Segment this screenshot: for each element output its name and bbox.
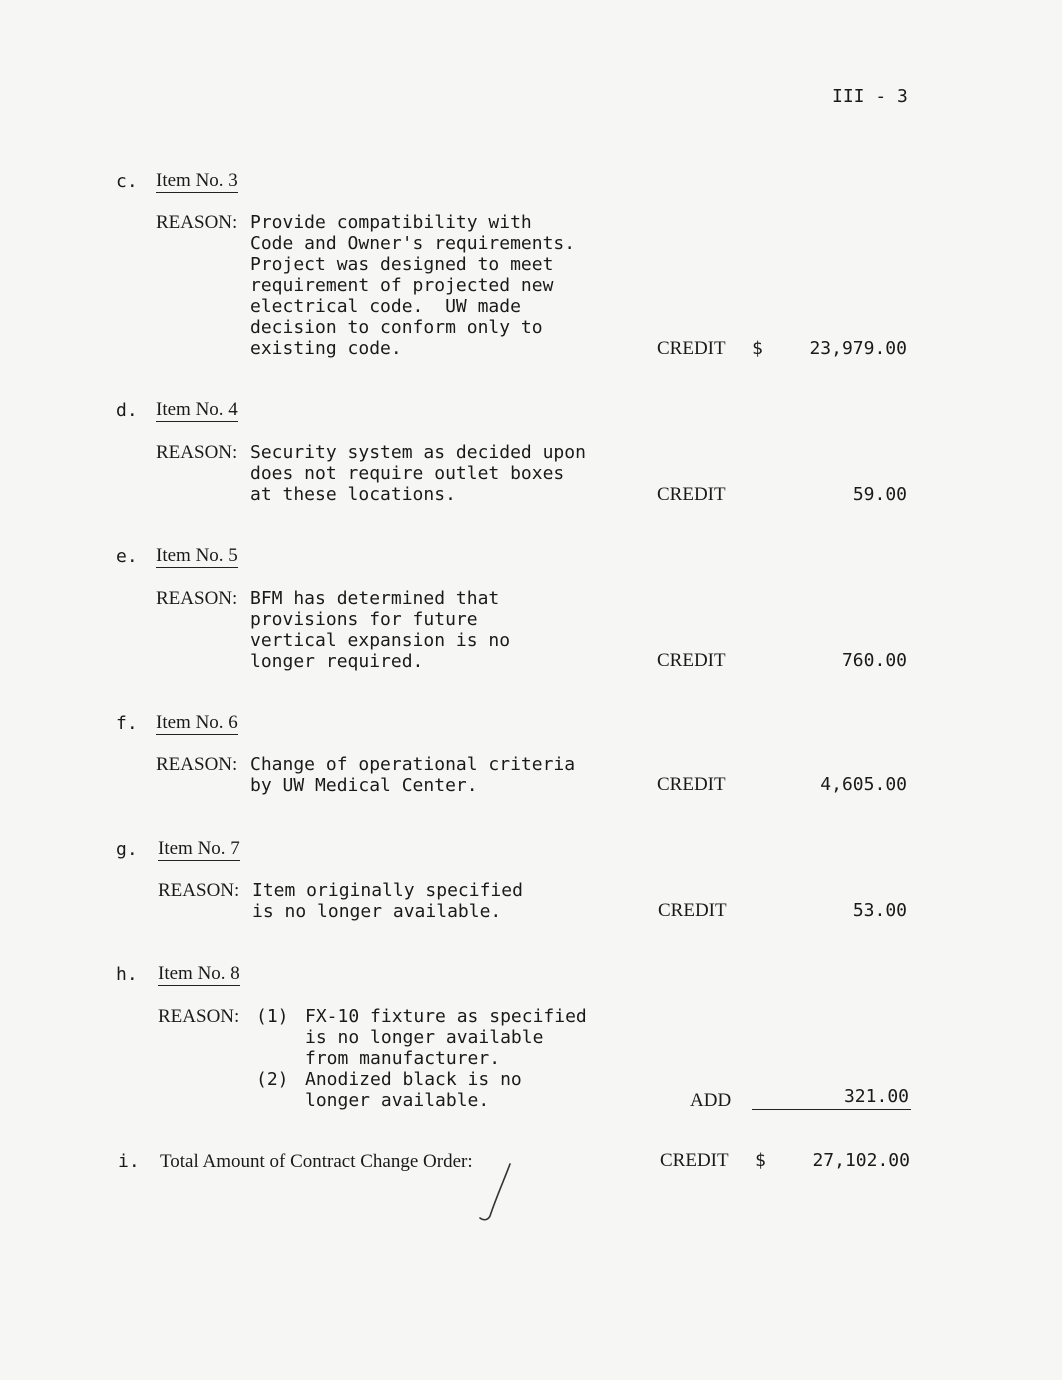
reason-line: existing code. — [250, 338, 402, 359]
reason-line: Item originally specified — [252, 880, 523, 901]
reason-line: by UW Medical Center. — [250, 775, 478, 796]
reason-line: Provide compatibility with — [250, 212, 532, 233]
entry-type: CREDIT — [657, 338, 726, 359]
amount: 59.00 — [852, 484, 907, 505]
reason-label: REASON: — [156, 754, 238, 775]
entry-type: CREDIT — [657, 774, 726, 795]
currency-symbol: $ — [755, 1150, 766, 1171]
amount: 23,979.00 — [809, 338, 907, 359]
item-letter: d. — [116, 400, 138, 421]
reason-line: provisions for future — [250, 609, 478, 630]
reason-line: Change of operational criteria — [250, 754, 576, 775]
reason-label: REASON: — [158, 880, 240, 901]
entry-type: CREDIT — [658, 900, 727, 921]
total-amount: 27,102.00 — [812, 1150, 910, 1171]
reason-line: Code and Owner's requirements. — [250, 233, 576, 254]
total-label: Total Amount of Contract Change Order: — [160, 1151, 473, 1172]
reason-line: BFM has determined that — [250, 588, 500, 609]
entry-type: CREDIT — [660, 1150, 729, 1171]
reason-label: REASON: — [158, 1006, 240, 1027]
reason-label: REASON: — [156, 212, 238, 233]
item-letter: c. — [116, 171, 138, 192]
amount: 4,605.00 — [820, 774, 907, 795]
entry-type: CREDIT — [657, 484, 726, 505]
sub-reason-number: (2) — [256, 1069, 289, 1090]
reason-line: does not require outlet boxes — [250, 463, 565, 484]
item-letter: e. — [116, 546, 138, 567]
reason-line: requirement of projected new — [250, 275, 554, 296]
entry-type: CREDIT — [657, 650, 726, 671]
reason-line: is no longer available — [305, 1027, 544, 1048]
item-letter: i. — [118, 1151, 140, 1172]
reason-line: FX-10 fixture as specified — [305, 1006, 587, 1027]
sum-rule — [752, 1109, 911, 1110]
reason-label: REASON: — [156, 442, 238, 463]
item-letter: g. — [116, 839, 138, 860]
amount: 53.00 — [852, 900, 907, 921]
reason-line: from manufacturer. — [305, 1048, 501, 1069]
item-letter: h. — [116, 964, 138, 985]
item-title: Item No. 7 — [158, 838, 240, 859]
currency-symbol: $ — [752, 338, 763, 359]
check-mark-icon — [474, 1160, 514, 1226]
amount: 321.00 — [843, 1086, 909, 1107]
item-title: Item No. 4 — [156, 399, 238, 420]
item-title: Item No. 8 — [158, 963, 240, 984]
sub-reason-number: (1) — [256, 1006, 289, 1027]
reason-line: Project was designed to meet — [250, 254, 554, 275]
reason-line: vertical expansion is no — [250, 630, 511, 651]
item-title: Item No. 5 — [156, 545, 238, 566]
reason-line: longer available. — [305, 1090, 490, 1111]
reason-line: is no longer available. — [252, 901, 502, 922]
reason-line: at these locations. — [250, 484, 456, 505]
item-title: Item No. 3 — [156, 170, 238, 191]
item-title: Item No. 6 — [156, 712, 238, 733]
item-letter: f. — [116, 713, 138, 734]
page-number: III - 3 — [832, 86, 908, 107]
entry-type: ADD — [690, 1090, 732, 1111]
reason-line: longer required. — [250, 651, 424, 672]
reason-line: Security system as decided upon — [250, 442, 586, 463]
reason-label: REASON: — [156, 588, 238, 609]
reason-line: decision to conform only to — [250, 317, 543, 338]
reason-line: Anodized black is no — [305, 1069, 522, 1090]
reason-line: electrical code. UW made — [250, 296, 521, 317]
amount: 760.00 — [841, 650, 907, 671]
